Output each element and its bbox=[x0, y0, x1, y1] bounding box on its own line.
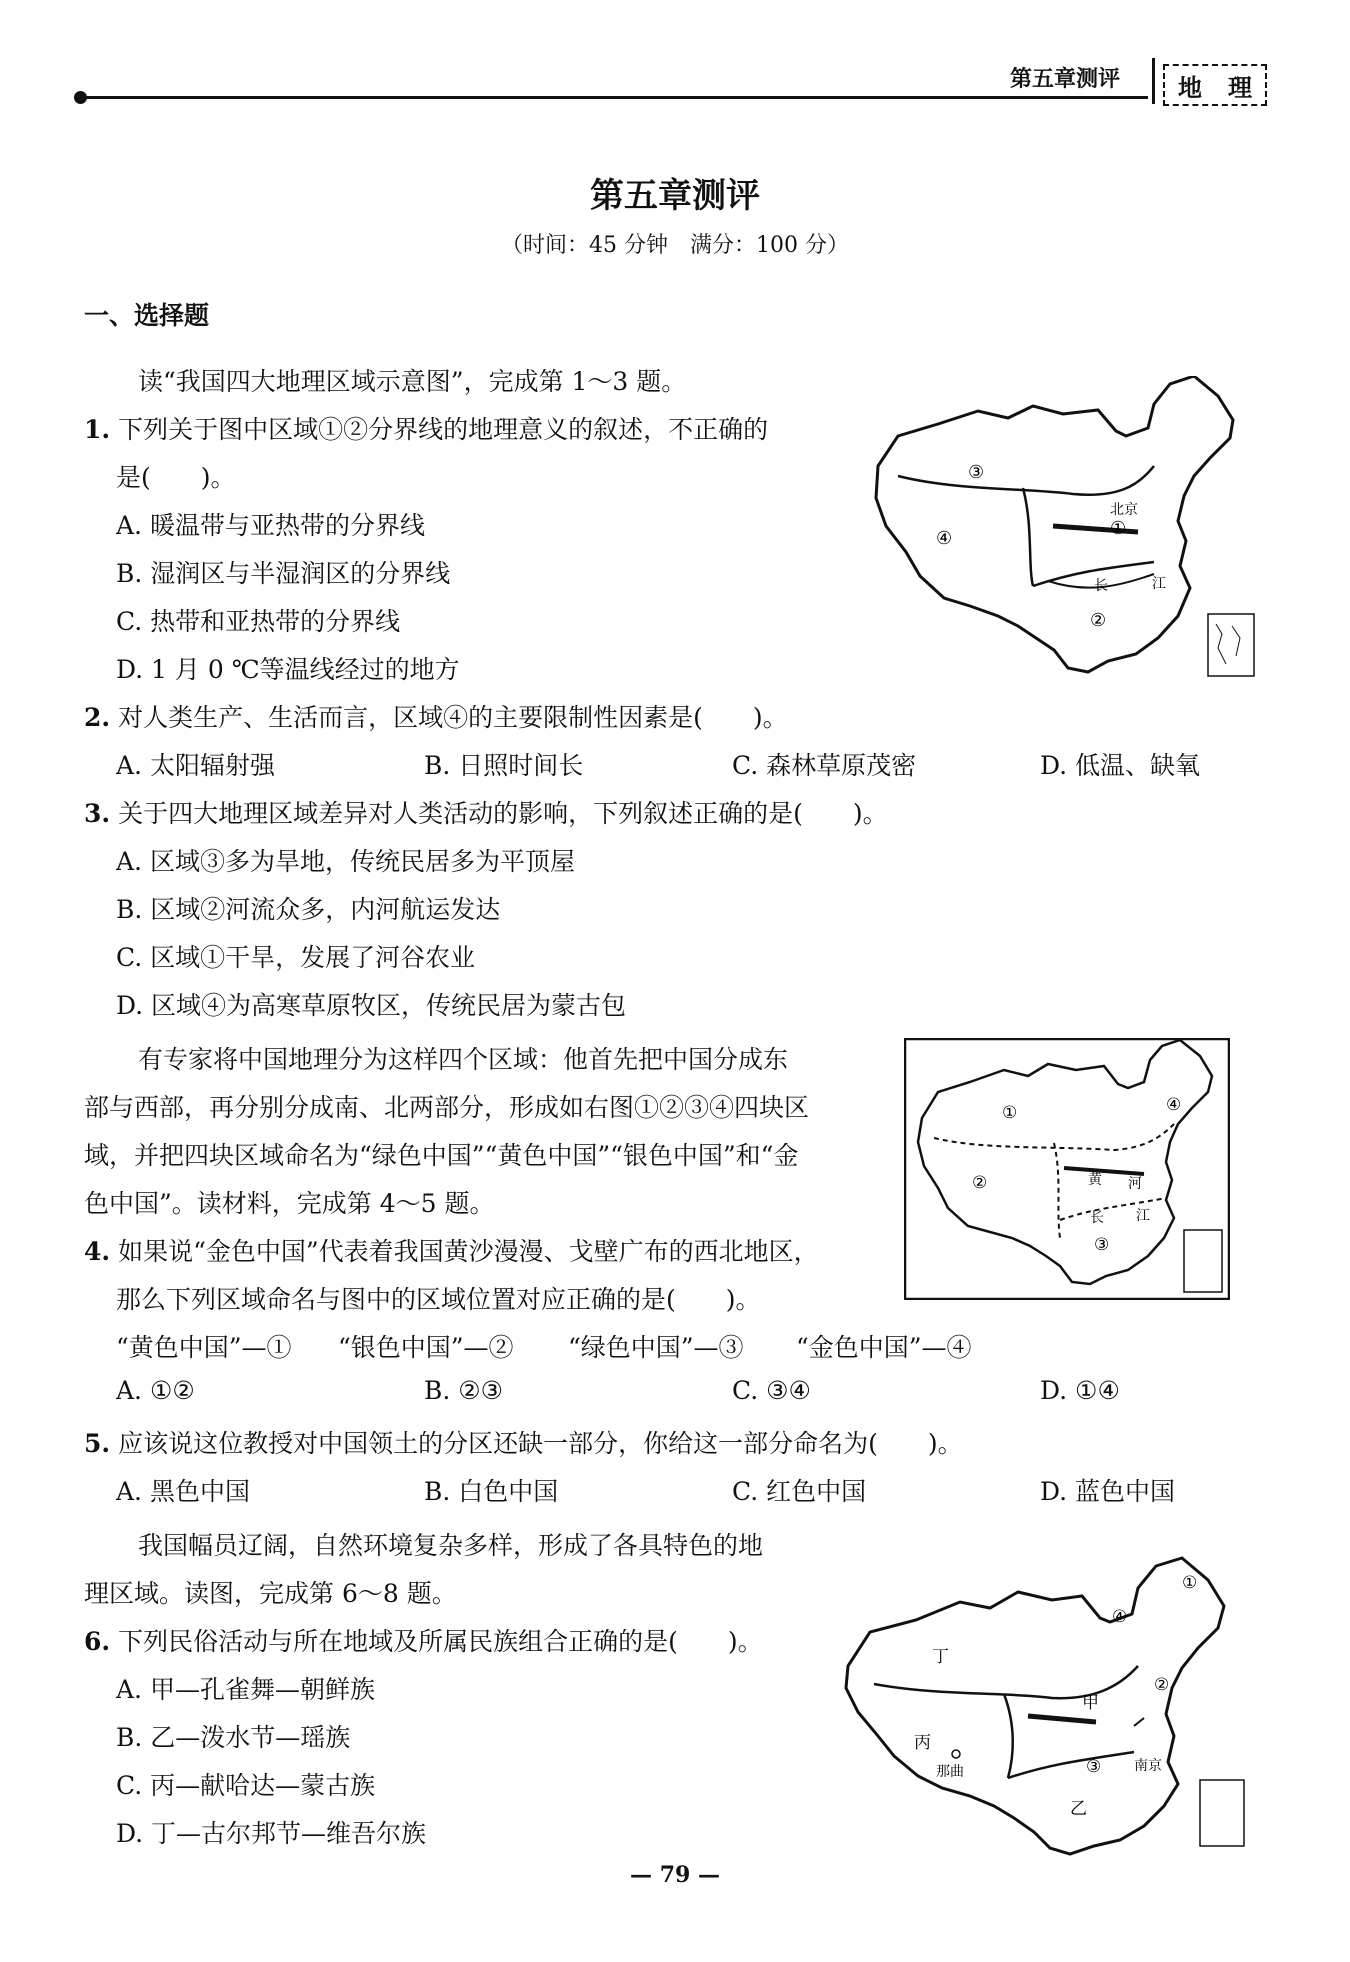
q3-option-d[interactable]: D. 区域④为高寒草原牧区，传统民居为蒙古包 bbox=[116, 991, 627, 1020]
map2-label-1: ① bbox=[1002, 1103, 1018, 1123]
south-sea-inset-3 bbox=[1200, 1780, 1244, 1846]
map1-label-4: ④ bbox=[936, 528, 953, 549]
map1-label-1: ① bbox=[1110, 518, 1127, 539]
intro-3-line-1: 我国幅员辽阔，自然环境复杂多样，形成了各具特色的地 bbox=[138, 1531, 764, 1560]
q2-option-d[interactable]: D. 低温、缺氧 bbox=[1040, 751, 1201, 780]
intro-3-line-2: 理区域。读图，完成第 6～8 题。 bbox=[84, 1579, 457, 1608]
q4-option-d[interactable]: D. ①④ bbox=[1040, 1376, 1120, 1405]
map1-label-chang: 长 bbox=[1094, 578, 1108, 594]
map3-label-yi: 乙 bbox=[1070, 1799, 1087, 1819]
subject-char-2: 理 bbox=[1228, 72, 1252, 102]
q4-item-2: “银色中国”—② bbox=[338, 1333, 514, 1362]
map-regions-cities bbox=[838, 1556, 1250, 1856]
map2-label-4: ④ bbox=[1166, 1095, 1182, 1115]
map3-label-c2: ② bbox=[1154, 1675, 1170, 1695]
header-divider bbox=[1152, 58, 1155, 104]
intro-1: 读“我国四大地理区域示意图”，完成第 1～3 题。 bbox=[138, 367, 687, 396]
q4-item-4: “金色中国”—④ bbox=[796, 1333, 972, 1362]
map2-label-3: ③ bbox=[1094, 1235, 1110, 1255]
subject-char-1: 地 bbox=[1178, 72, 1202, 102]
q6-stem: 6. 下列民俗活动与所在地域及所属民族组合正确的是( )。 bbox=[84, 1627, 763, 1656]
q1-option-a[interactable]: A. 暖温带与亚热带的分界线 bbox=[116, 511, 425, 540]
q4-stem-a: 4. 如果说“金色中国”代表着我国黄沙漫漫、戈壁广布的西北地区， bbox=[84, 1237, 819, 1266]
q2-option-c[interactable]: C. 森林草原茂密 bbox=[732, 751, 917, 780]
map1-label-beijing: 北京 bbox=[1110, 502, 1138, 518]
map-four-colors bbox=[904, 1038, 1230, 1300]
q2-option-a[interactable]: A. 太阳辐射强 bbox=[116, 751, 275, 780]
q5-option-c[interactable]: C. 红色中国 bbox=[732, 1477, 867, 1506]
south-sea-inset bbox=[1208, 614, 1254, 676]
q1-option-c[interactable]: C. 热带和亚热带的分界线 bbox=[116, 607, 401, 636]
map2-label-huang: 黄 bbox=[1088, 1172, 1102, 1188]
q3-option-a[interactable]: A. 区域③多为旱地，传统民居多为平顶屋 bbox=[116, 847, 575, 876]
q1-option-d[interactable]: D. 1 月 0 ℃等温线经过的地方 bbox=[116, 655, 460, 684]
q1-stem-a: 1. 下列关于图中区域①②分界线的地理意义的叙述，不正确的 bbox=[84, 415, 769, 444]
q4-item-1: “黄色中国”—① bbox=[116, 1333, 292, 1362]
map3-label-nanjing: 南京 bbox=[1134, 1758, 1162, 1774]
q5-option-a[interactable]: A. 黑色中国 bbox=[116, 1477, 250, 1506]
map-four-regions bbox=[858, 376, 1262, 694]
q5-stem: 5. 应该说这位教授对中国领土的分区还缺一部分，你给这一部分命名为( )。 bbox=[84, 1429, 963, 1458]
south-sea-inset-2 bbox=[1184, 1230, 1222, 1292]
header-subject bbox=[1163, 64, 1267, 106]
map2-label-2: ② bbox=[972, 1173, 988, 1193]
q4-stem-b: 那么下列区域命名与图中的区域位置对应正确的是( )。 bbox=[116, 1285, 761, 1314]
map3-label-jia: 甲 bbox=[1082, 1693, 1099, 1713]
q1-option-b[interactable]: B. 湿润区与半湿润区的分界线 bbox=[116, 559, 451, 588]
map2-label-chang: 长 bbox=[1090, 1210, 1104, 1226]
header-rule bbox=[78, 96, 1148, 99]
intro-2-line-2: 部与西部，再分别分成南、北两部分，形成如右图①②③④四块区 bbox=[84, 1093, 810, 1122]
q1-stem-b: 是( )。 bbox=[116, 463, 236, 492]
map1-label-2: ② bbox=[1090, 610, 1107, 631]
map3-label-c4: ④ bbox=[1112, 1607, 1128, 1627]
map3-label-c1: ① bbox=[1182, 1573, 1198, 1593]
q6-option-d[interactable]: D. 丁—古尔邦节—维吾尔族 bbox=[116, 1819, 427, 1848]
q3-option-c[interactable]: C. 区域①干旱，发展了河谷农业 bbox=[116, 943, 476, 972]
q6-option-b[interactable]: B. 乙—泼水节—瑶族 bbox=[116, 1723, 351, 1752]
q4-option-b[interactable]: B. ②③ bbox=[424, 1376, 504, 1405]
q3-option-b[interactable]: B. 区域②河流众多，内河航运发达 bbox=[116, 895, 501, 924]
header-chapter: 第五章测评 bbox=[1010, 66, 1121, 92]
q5-option-b[interactable]: B. 白色中国 bbox=[424, 1477, 559, 1506]
map2-label-he: 河 bbox=[1128, 1176, 1142, 1192]
q4-item-3: “绿色中国”—③ bbox=[568, 1333, 744, 1362]
intro-2-line-3: 域，并把四块区域命名为“绿色中国”“黄色中国”“银色中国”和“金 bbox=[84, 1141, 799, 1170]
map1-label-3: ③ bbox=[968, 462, 985, 483]
map1-label-jiang: 江 bbox=[1152, 576, 1166, 592]
map3-label-c3: ③ bbox=[1086, 1757, 1102, 1777]
q3-stem: 3. 关于四大地理区域差异对人类活动的影响，下列叙述正确的是( )。 bbox=[84, 799, 888, 828]
q2-stem: 2. 对人类生产、生活而言，区域④的主要限制性因素是( )。 bbox=[84, 703, 788, 732]
q4-option-a[interactable]: A. ①② bbox=[116, 1376, 195, 1405]
map3-label-ding: 丁 bbox=[932, 1647, 949, 1667]
map3-label-bing: 丙 bbox=[914, 1733, 931, 1753]
map3-label-naqu: 那曲 bbox=[936, 1764, 964, 1780]
q5-option-d[interactable]: D. 蓝色中国 bbox=[1040, 1477, 1176, 1506]
page-subtitle: （时间：45 分钟 满分：100 分） bbox=[501, 233, 849, 258]
intro-2-line-4: 色中国”。读材料，完成第 4～5 题。 bbox=[84, 1189, 495, 1218]
map2-label-jiang: 江 bbox=[1136, 1208, 1150, 1224]
q4-option-c[interactable]: C. ③④ bbox=[732, 1376, 811, 1405]
intro-2-line-1: 有专家将中国地理分为这样四个区域：他首先把中国分成东 bbox=[138, 1045, 789, 1074]
page-number: — 79 — bbox=[630, 1862, 720, 1888]
q6-option-a[interactable]: A. 甲—孔雀舞—朝鲜族 bbox=[116, 1675, 375, 1704]
q6-option-c[interactable]: C. 丙—献哈达—蒙古族 bbox=[116, 1771, 376, 1800]
section-heading: 一、选择题 bbox=[84, 301, 210, 330]
page-title: 第五章测评 bbox=[590, 176, 760, 216]
q2-option-b[interactable]: B. 日照时间长 bbox=[424, 751, 584, 780]
